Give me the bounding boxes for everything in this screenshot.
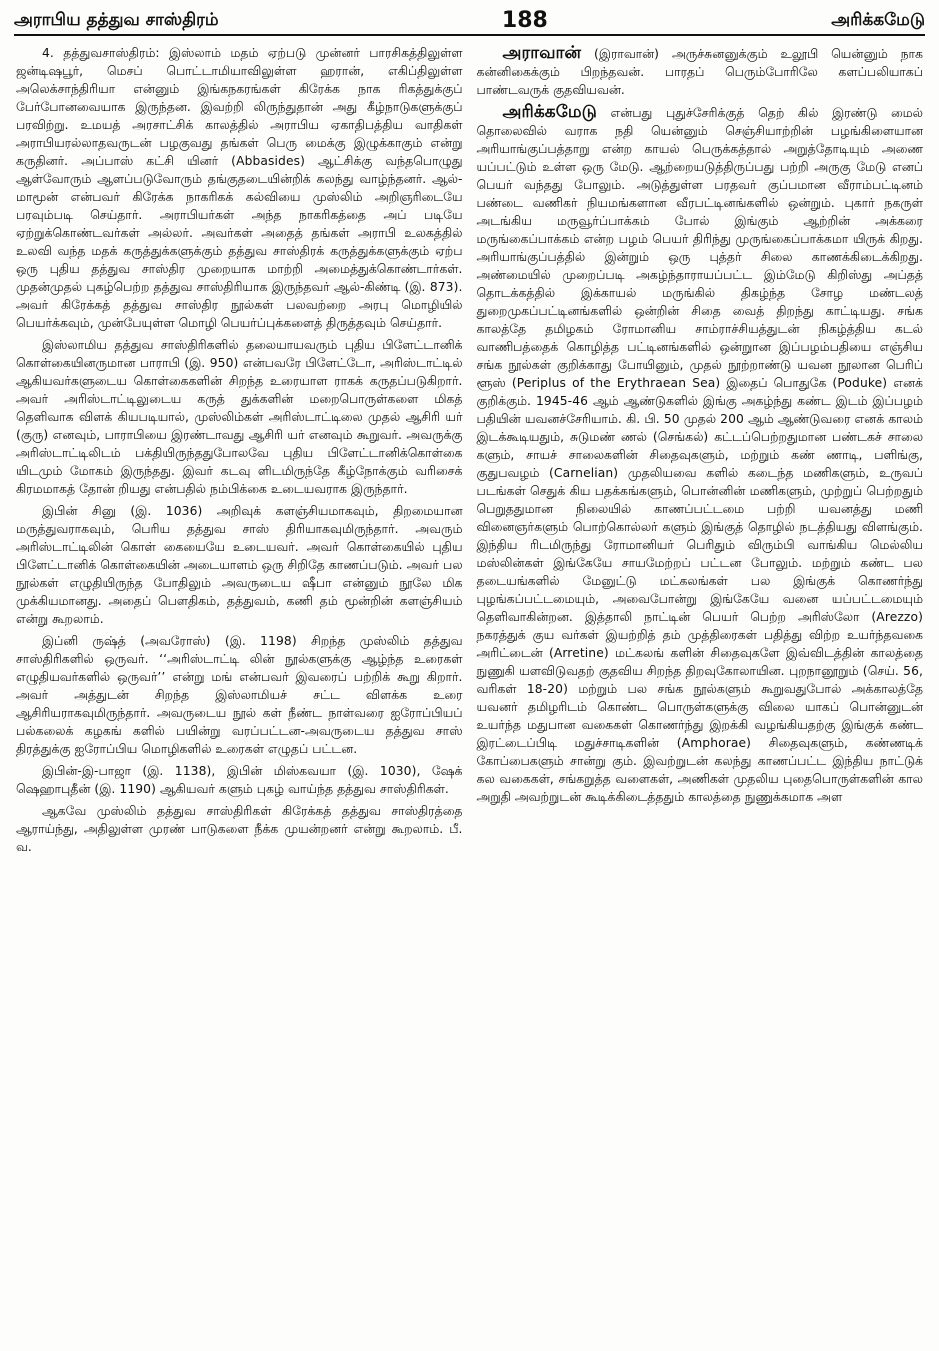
paragraph-other-philosophers: இபின்-இ-பாஜா (இ. 1138), இபின் மிஸ்கவயா (இ. 1030), ஷேக் ஷெஹாபுதீன் (இ. 1190) ஆகியவர் களும் புகழ் வாய்ந்த தத்துவ சாஸ்திரிகள். — [16, 764, 463, 796]
body-columns — [16, 44, 923, 1345]
paragraph-farabi: இஸ்லாமிய தத்துவ சாஸ்திரிகளில் தலையாயவரும் புதிய பிளேட்டானிக் கொள்கையினருமான பாராபி (இ. 950) என்பவரே பிளேட்டோ, அரிஸ்டாட்டில் ஆகியவர்களுடைய கொள்கைகளின் சிறந்த உரையாள ராகக் கருதப்படுகிறார். அவர் அரிஸ்டாட்டிலுடைய கருத் துக்களின் மறைபொருள்களை மிகத் தெளிவாக விளக் கியபடியால், முஸ்லிம்கள் அரிஸ்டாட்டிலை முதல் ஆசிரி யர் (குரு) எனவும், பாராபியை இரண்டாவது ஆசிரி யர் எனவும் கூறுவர். அவருக்கு அரிஸ்டாட்டிலிடம் பக்தியிருந்ததுபோலவே புதிய பிளேட்டானிக்கொள்கை யிடமும் மோகம் இருந்தது. இவர் கடவு ளிடமிருந்தே கீழ்நோக்கும் வரிசைக் கிரமமாகத் தோன் றியது என்பதில் நம்பிக்கை உடையவராக இருந்தார். — [16, 338, 463, 496]
right-column — [477, 44, 924, 1345]
entry-arikamedu — [477, 103, 924, 806]
running-title-left: அராபிய தத்துவ சாஸ்திரம் — [14, 10, 219, 30]
running-title-right: அரிக்கமேடு — [831, 10, 925, 30]
paragraph-conclusion: ஆகவே முஸ்லிம் தத்துவ சாஸ்திரிகள் கிரேக்கத் தத்துவ சாஸ்திரத்தை ஆராய்ந்து, அதிலுள்ள முரண் பாடுகளை நீக்க முயன்றனர் என்று கூறலாம். பீ. வ. — [16, 804, 463, 854]
paragraph-ibn-rushd: இப்னி ருஷ்த் (அவரோஸ்) (இ. 1198) சிறந்த முஸ்லிம் தத்துவ சாஸ்திரிகளில் ஒருவர். ‘‘அரிஸ்டாட்டி லின் நூல்களுக்கு ஆழ்ந்த உரைகள் எழுதியவர்களில் ஒருவர்’’ என்று மங் என்பவர் இவரைப் பற்றிக் கூறு கிறார். அவர் அத்துடன் சிறந்த இஸ்லாமியச் சட்ட விளக்க உரை ஆசிரியராகவுமிருந்தார். அவருடைய நூல் கள் நீண்ட நாள்வரை ஐரோப்பியப் பல்கலைக் கழகங் களில் பயின்று வரப்பட்டன-அவருடைய தத்துவ சாஸ் திரத்துக்கு ஐரோப்பிய மொழிகளில் உரைகள் எழுதப் பட்டன. — [16, 634, 463, 756]
paragraph-ibn-sina: இபின் சினு (இ. 1036) அறிவுக் களஞ்சியமாகவும், திறமையான மருத்துவராகவும், பெரிய தத்துவ சாஸ் திரியாகவுமிருந்தார். அவரும் அரிஸ்டாட்டிலின் கொள் கையையே உடையவர். அவர் கொள்கையில் புதிய பிளேட்டானிக் கொள்கையின் அடையாளம் ஒரு சிறிதே காணப்படும். அவர் பல நூல்கள் எழுதியிருந்த போதிலும் அவருடைய ஷீபா என்னும் நூலே மிக முக்கியமானது. அதைப் பௌதிகம், தத்துவம், கணி தம் மூன்றின் களஞ்சியம் என்று கூறலாம். — [16, 504, 463, 626]
entry-text-aravan: (இராவான்) அருச்சுனனுக்கும் உலூபி யென்னும் நாக கன்னிகைக்கும் பிறந்தவன். பாரதப் பெரும்போரிலே களப்பலியாகப் பாண்டவருக் குதவியவன். — [476, 47, 923, 97]
entry-heading-arikamedu: அரிக்கமேடு — [502, 102, 597, 122]
page-header — [14, 4, 925, 36]
entry-heading-aravan: அராவான் — [502, 43, 582, 63]
page-number: 188 — [501, 8, 548, 33]
paragraph-philosophy: 4. தத்துவசாஸ்திரம்: இஸ்லாம் மதம் ஏற்படு முன்னர் பாரசிகத்திலுள்ள ஜன்டிஷபூர், மெசப் பொட்டாமியாவிலுள்ள ஹரான், எகிப்திலுள்ள அலெக்சாந்திரியா என்னும் இங்கநகரங்கள் கிரேக்க நாக ரிகத்துக்குப் பேர்போனவையாக இருந்தன. இவற்றி லிருந்துதான் அது கீழ்நாடுகளுக்குப் பரவிற்று. உமயத் அரசாட்சிக் காலத்தில் அராபிய ஏகாதிபத்திய வாதிகள் அராபியரல்லாதவருடன் பழகுவது தங்கள் பெரு மைக்கு இழுக்காகும் என்று கருதினர். அப்பாஸ் கட்சி யினர் (Abbasides) ஆட்சிக்கு வந்தபொழுது ஆள்வோரும் ஆளப்படுவோரும் தங்குதடையின்றிக் கலந்து வாழ்ந்தனர். ஆல்-மாமூன் என்பவர் கிரேக்க நாகரிகக் கல்வியை முஸ்லிம் அறிஞரிடையே பரவும்படி செய்தார். அராபியர்கள் அந்த நாகரிகத்தை அப் படியே ஏற்றுக்கொண்டவர்கள் அல்லர். அவர்கள் அதைத் தங்கள் அராபி உலகத்தில் உலவி வந்த மதக் கருத்துக்களுக்கும் தத்துவ சாஸ்திரக் கருத்துக்களுக்கும் ஏற்ப ஒரு புதிய தத்துவ சாஸ்திர முறையாக மாற்றி அமைத்துக்கொண்டார்கள். முதன்முதல் புகழ்பெற்ற தத்துவ சாஸ்திரியாக இருந்தவர் ஆல்-கிண்டி (இ. 873). அவர் கிரேக்கத் தத்துவ சாஸ்திர நூல்கள் பலவற்றை அரபு மொழியில் பெயர்க்கவும், முன்பேயுள்ள மொழி பெயர்ப்புக்களைத் திருத்தவும் செய்தார். — [16, 46, 463, 330]
entry-aravan — [477, 44, 924, 99]
left-column — [16, 44, 463, 1345]
entry-text-arikamedu: என்பது புதுச்சேரிக்குத் தெற் கில் இரண்டு மைல் தொலைவில் வராக நதி யென்னும் செஞ்சியாற்றின் பழங்கிளையான அரியாங்குப்பத்தாறு என்ற காயல் பெருக்கத்தால் அறுத்தோடியும் அணை யப்பட்டும் உள்ள ஒரு மேடு. ஆற்றையடுத்திருப்பது பற்றி அருகு மேடு எனப் பெயர் வந்தது போலும். அடுத்துள்ள பரதவர் குப்பமான வீராம்பட்டினம் பண்டை வணிகர் நியமங்களான வீரபட்டினங்களில் ஒன்றும். புகார் நகருள் அடங்கிய மருவூர்ப்பாக்கம் போல் இங்கும் ஆற்றின் அக்கரை மருங்கைப்பாக்கம் என்ற பழம் பெயர் திரிந்து முருங்கைப்பாக்கமா யிருக் கிறது. அரியாங்குப்பத்தில் இன்றும் ஒரு புத்தர் சிலை காணக்கிடைக்கிறது. அண்மையில் முறைப்படி அகழ்ந்தாராயப்பட்ட இம்மேடு கிறிஸ்து அப்தத் தொடக்கத்தில் இக்காயல் மருங்கில் திகழ்ந்த சோழ மண்டலத் துறைமுகப்பட்டினங்களில் ஒன்றின் சிதை வைத் திறந்து காட்டியது. சங்க காலத்தே தமிழகம் ரோமானிய சாம்ராச்சியத்துடன் நிகழ்த்திய கடல் வாணிபத்தைக் கொழித்த பட்டினங்களில் ஒன்றுான இப்பழம்பதியை எஞ்சிய சங்க நூல்கள் குறிக்காது போயினும், முதல் நூற்றாண்டு யவன நூலான பெரிப் ளூஸ் (Periplus of the Erythraean Sea) இதைப் பொதுகே (Poduke) எனக் குறிக்கும். 1945-46 ஆம் ஆண்டுகளில் இங்கு அகழ்ந்து கண்ட இடம் இப்பழம் பதியின் யவனச்சேரியாம். கி. பி. 50 முதல் 200 ஆம் ஆண்டுவரை எனக் காலம் இடக்கூடியதும், சுடுமண் ணல் (செங்கல்) கட்டப்பெற்றதுமான பண்டகச் சாலை களும், சாயச் சாலைகளின் சிதைவுகளும், மற்றும் கண் ணாடி, பளிங்கு, குதுபவழம் (Carnelian) முதலியவை களில் கடைந்த மணிகளும், உருவப் படங்கள் செதுக் கிய பதக்கங்களும், பொன்னின் மணிகளும், முற்றுப் பெற்றதும் பெறுததுமான நிலையில் காணப்பட்டமை பற்றி யவனத்து மணி வினைஞர்களும் பொற்கொல்லர் களும் இங்குத் தொழில் நடத்தியது விளங்கும். இந்திய ரிடமிருந்து ரோமானியர் பெரிதும் விரும்பி வாங்கிய மெல்லிய மஸ்லின்கள் இங்கேயே சாயமேற்றப் பட்டன போலும். மற்றும் கண்ட பல தடையங்களில் மேனுட்டு மட்கலங்கள் பல இங்குக் கொணர்ந்து புழங்கப்பட்டமையும், அவைபோன்று இங்கேயே வனை யப்பட்டமையும் தெளிவாகின்றன. இத்தாலி நாட்டின் பெயர் பெற்ற அரிஸ்லோ (Arezzo) நகரத்துக் குய வர்கள் இயற்றித் தம் முத்திரைகள் பதித்து விற்ற உயர்ந்தவகை அரிட்டைன் (Arretine) மட்கலங் களின் சிதைவுகளே இவ்விடத்தின் காலத்தை நுணுகி யளவிடுவதற் குதவிய சிறந்த திறவுகோலாயின. புறநானூறும் (செய். 56, வரிகள் 18-20) மற்றும் பல சங்க நூல்களும் கூறுவதுபோல் அக்காலத்தே யவனர் தமிழரிடம் கொண்ட பொருள்களுக்கு விலை யாகப் பொன்னுடன் உயர்ந்த மதுபான வகைகள் கொணர்ந்து இறக்கி வழங்கியதற்கு இங்குக் கண்ட இரட்டைப்பிடி மதுச்சாடிகளின் (Amphorae) சிதைவுகளும், கண்ணடிக் கோப்பைகளும் சான்று கும். இவற்றுடன் கலந்து காணப்பட்ட இந்திய நாட்டுக் கல வகைகள், சங்கறுத்த வளைகள், அணிகள் முதலிய புதைபொருள்களின் கால அறுதி அவற்றுடன் கூடிக்கிடைத்ததும் காலத்தை நுணுக்கமாக அள — [476, 106, 923, 804]
